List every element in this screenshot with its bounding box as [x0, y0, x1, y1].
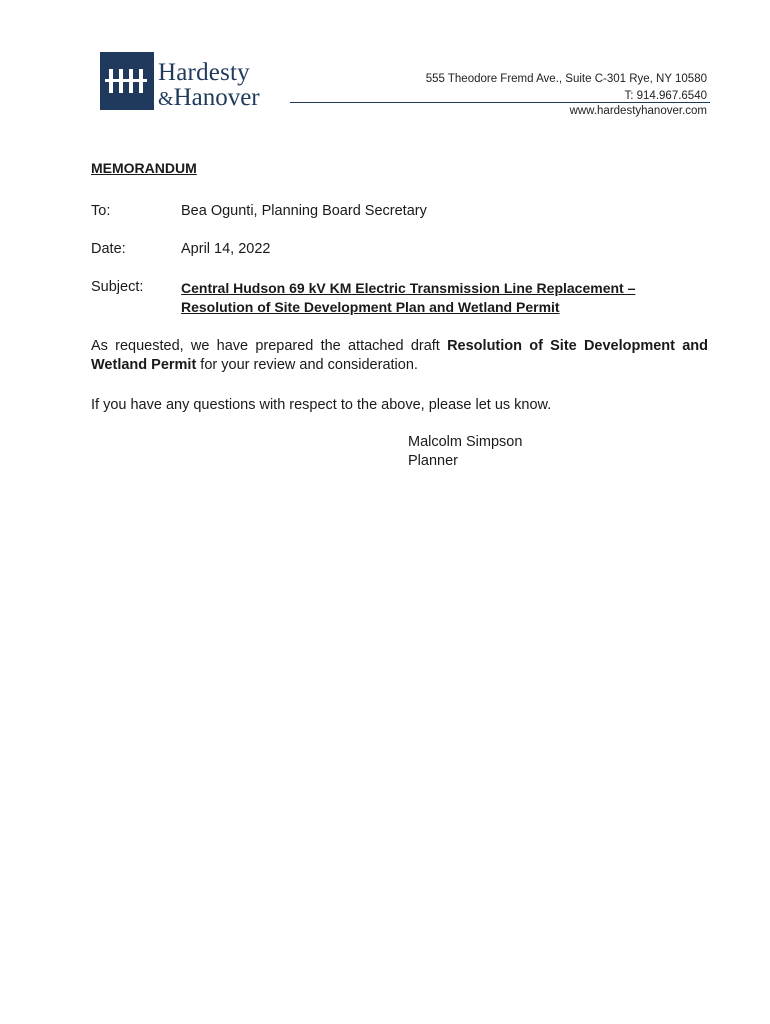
svg-text:HH: HH	[127, 108, 129, 109]
logo-line2-text: Hanover	[173, 84, 260, 111]
logo-wordmark	[158, 60, 260, 110]
logo-ampersand: &	[158, 88, 174, 110]
letterhead-rule	[290, 102, 710, 103]
subject-label: Subject:	[91, 279, 144, 295]
body-paragraph-1	[91, 337, 708, 375]
signature-name: Malcolm Simpson	[408, 434, 523, 450]
subject-value: Central Hudson 69 kV KM Electric Transmission Line Replacement – Resolution of Site Development Plan and Wetland Permit	[181, 280, 636, 315]
logo-mark	[100, 52, 154, 110]
logo-line2	[158, 85, 260, 110]
para1-bold-title: Resolution of Site Development and Wetland Permit	[91, 338, 709, 373]
letterhead-address-block	[426, 71, 707, 105]
para1-text-end: for your review and consideration.	[196, 357, 418, 373]
phone-line: T: 914.967.6540	[624, 90, 707, 102]
company-logo	[100, 52, 290, 112]
date-label: Date:	[91, 241, 126, 257]
to-value: Bea Ogunti, Planning Board Secretary	[181, 203, 427, 219]
address-line: 555 Theodore Fremd Ave., Suite C-301 Rye, NY 10580	[425, 73, 707, 85]
memo-title: MEMORANDUM	[91, 160, 197, 176]
signature-title: Planner	[408, 453, 458, 469]
logo-line1: Hardesty	[158, 59, 250, 86]
para1-text-start: As requested, we have prepared the attached draft	[91, 338, 448, 354]
to-label: To:	[91, 203, 111, 219]
signature-block	[408, 433, 522, 471]
hh-monogram-icon	[100, 52, 154, 110]
body-paragraph-2: If you have any questions with respect to the above, please let us know.	[91, 397, 552, 413]
website-link: www.hardestyhanover.com	[569, 105, 707, 117]
date-value: April 14, 2022	[181, 241, 271, 257]
